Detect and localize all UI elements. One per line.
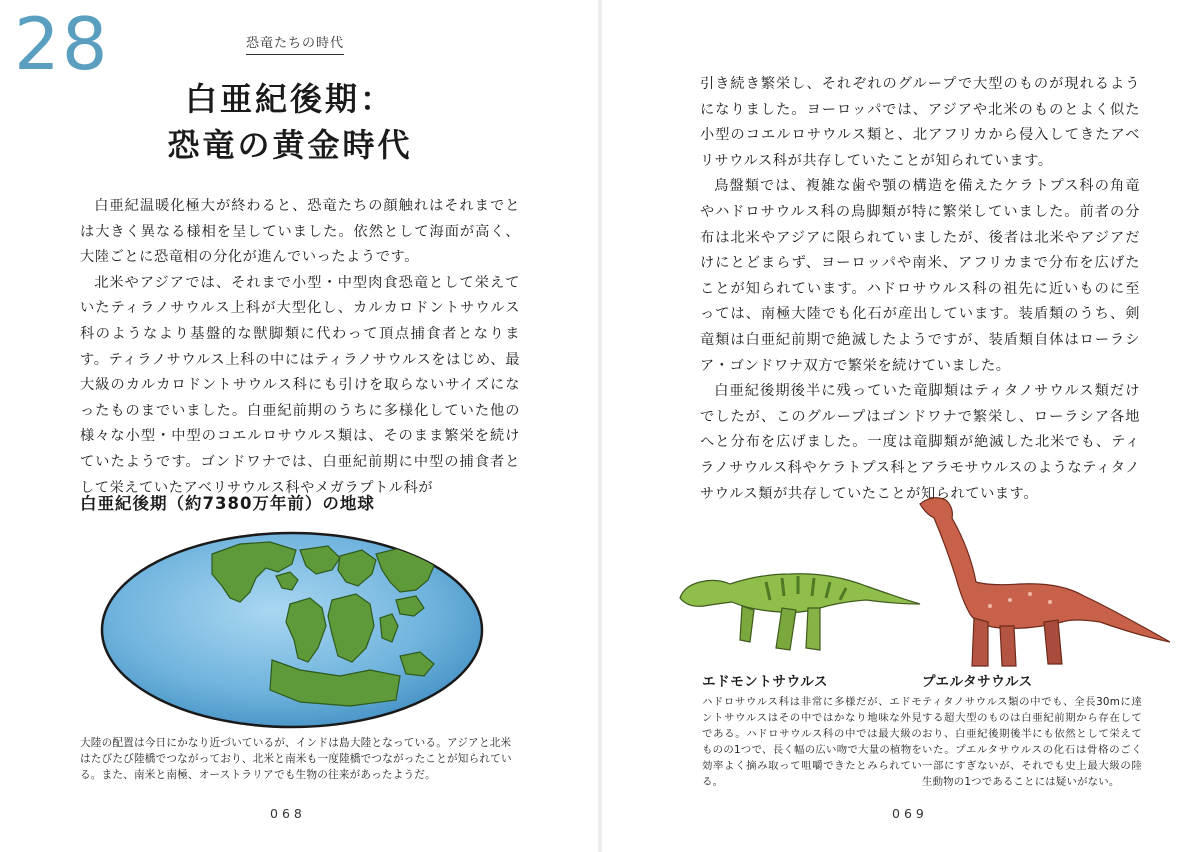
dinosaur-description: ティタノサウルス類の中でも、全長30mに達する超大型のものは白亜紀前期から存在しており、白亜紀後期後半にも依然として栄えていた。プエルタサウルスの化石は骨格のごく一部にすぎないが、それでも史上最大級の陸生動物の1つであることには疑いがない。 xyxy=(922,696,1142,788)
paragraph: 白亜紀後期後半に残っていた竜脚類はティタノサウルス類だけでしたが、このグループはゴンドワナで繁栄し、ローラシア各地へと分布を広げました。一度は竜脚類が絶滅した北米でも、ティラノサウルス科やケラトプス科とアラモサウルスのようなティタノサウルス類が共存していたことが知られています。 xyxy=(700,383,1140,502)
title-line-1: 白亜紀後期： xyxy=(184,80,395,118)
map-caption: 大陸の配置は今日にかなり近づいているが、インドは島大陸となっている。アジアと北米はたびたび陸橋でつながっており、北米と南米も一度陸橋でつながったことが知られている。また、南米と南極、オーストラリアでも生物の往来があったようだ。 xyxy=(80,737,512,781)
page-number-right: 069 xyxy=(892,806,928,821)
edmontosaurus-label xyxy=(702,670,922,790)
paragraph: 白亜紀温暖化極大が終わると、恐竜たちの顔触れはそれまでとは大きく異なる様相を呈していました。依然として海面が高く、大陸ごとに恐竜相の分化が進んでいったようです。 xyxy=(80,198,520,266)
right-page xyxy=(600,0,1200,852)
late-cretaceous-world-map xyxy=(100,530,484,730)
paragraph: 北米やアジアでは、それまで小型・中型肉食恐竜として栄えていたティラノサウルス上科が大型化し、カルカロドントサウルス科のようなより基盤的な獣脚類に代わって頂点捕食者となります。ティラノサウルス上科の中にはティラノサウルスをはじめ、最大級のカルカロドントサウルス科にも引けを取らないサイズになったものまでいました。白亜紀前期のうちに多様化していた他の様々な小型・中型のコエルロサウルス類は、そのまま繁栄を続けていたようです。ゴンドワナでは、白亜紀前期に中型の捕食者として栄えていたアベリサウルス科やメガラプトル科が xyxy=(80,274,520,496)
left-body-text xyxy=(80,194,520,501)
right-body-text xyxy=(700,72,1140,507)
chapter-number: 28 xyxy=(14,2,110,86)
page-title xyxy=(60,76,520,168)
paragraph: 鳥盤類では、複雑な歯や顎の構造を備えたケラトプス科の角竜やハドロサウルス科の鳥脚類が特に繁栄していました。前者の分布は北米やアジアに限られていましたが、後者は北米やアジアだけにとどまらず、ヨーロッパや南米、アフリカまで分布を広げたことが知られています。ハドロサウルス科の祖先に近いものに至っては、南極大陸でも化石が産出しています。装盾類のうち、剣竜類は白亜紀前期で絶滅したようですが、装盾類自体はローラシア・ゴンドワナ双方で繁栄を続けていました。 xyxy=(700,178,1140,374)
map-heading: 白亜紀後期（約7380万年前）の地球 xyxy=(80,494,375,513)
page-number-left: 068 xyxy=(270,806,306,821)
dinosaur-illustrations xyxy=(670,490,1170,670)
puertasaurus-illustration xyxy=(920,498,1170,666)
puertasaurus-label xyxy=(922,670,1142,790)
dinosaur-artwork xyxy=(670,490,1170,670)
dinosaur-name: エドモントサウルス xyxy=(702,674,829,690)
paragraph-continued: 引き続き繁栄し、それぞれのグループで大型のものが現れるようになりました。ヨーロッパでは、アジアや北米のものとよく似た小型のコエルロサウルス類と、北アフリカから侵入してきたアベリサウルス科が共存していたことが知られています。 xyxy=(700,76,1140,169)
dinosaur-name: プエルタサウルス xyxy=(922,674,1033,690)
dinosaur-description: ハドロサウルス科は非常に多様だが、エドモントサウルスはその中ではかなり地味な外見である。ハドロサウルス科の中では最大級のものの1つで、長く幅の広い吻で大量の植物を効率よく摘み取って咀嚼できたとみられている。 xyxy=(702,696,922,788)
edmontosaurus-illustration xyxy=(680,574,920,650)
world-map-illustration xyxy=(100,530,484,730)
title-line-2: 恐竜の黄金時代 xyxy=(167,126,413,164)
section-label: 恐竜たちの時代 xyxy=(246,32,344,55)
